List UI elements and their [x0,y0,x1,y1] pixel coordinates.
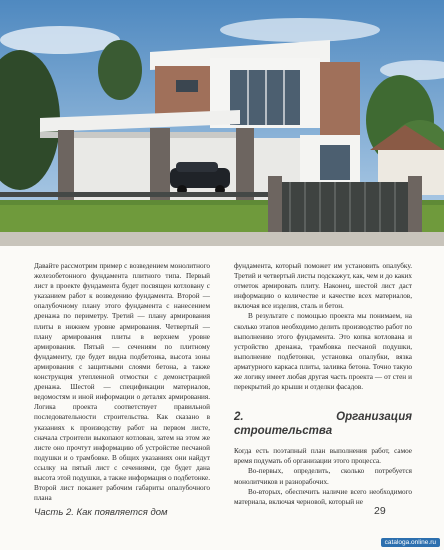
running-footer-title: Часть 2. Как появляется дом [34,507,168,518]
body-paragraph: Когда есть поэтапный план выполнения работ, самое время подумать об организации этого процесса. [234,447,412,466]
modern-house-illustration [0,0,444,246]
left-text-column [34,261,210,503]
watermark: cataloga.online.ru [381,538,440,547]
body-paragraph: В результате с помощью проекта мы понимаем, на сколько этапов необходимо делить производство работ по выполнению этого фундамента. Это копка котлована и устройство дренажа, трамбовка песчаной подушки, выполнение подбетонки, установка опалубки, вязка арматурного каркаса плиты, заливка бетона. Точно такую же логику имеет любая другая часть проекта — от стен и перекрытий до крыши и отделки фасадов. [234,312,412,392]
right-text-column [234,261,412,507]
body-paragraph: Давайте рассмотрим пример с возведением монолитного железобетонного фундамента плитного типа. Первый лист в проекте фундамента будет посвящен котловану с указанием работ к возведению фундамента. Второй — опалубочному плану этого фундамента с нанесением дренажа по периметру. Третий — плану армирования плиты в нижнем уровне армирования. Четвертый — плану армирования плиты в верхнем уровне армирования. Пятый — сечениям по плитному фундаменту, где будет видна подбетонка, высота зоны армирования с защитными слоями бетона, а также конструкция утепленной отмостки с демонстрацией дренажа. Шестой — спецификации материалов, ведомостям и иной информации о деталях армирования. Логика проекта соответствует правильной последовательности строительства. Как сказано в указаниях к производству работ на первом листе, сначала строители выкопают котлован, затем на этом же листе оно прочтут информацию об устройстве песчаной подушки и о трамбовке. В общих указаниях они найдут ссылку на пятый лист с сечениями, где будет дана высота этой подушки, а также информация о подбетонке. Второй лист покажет рабочим габариты опалубочного плана [34,262,210,503]
page-number: 29 [374,505,386,517]
house-photo [0,0,444,246]
section-heading: 2. Организация строительства [234,411,412,438]
body-paragraph: Во-первых, определить, сколько потребуется монолитчиков и разнорабочих. [234,467,412,486]
body-paragraph: Во-вторых, обеспечить наличие всего необходимого материала, включая черновой, который не [234,487,412,506]
body-paragraph: фундамента, который поможет им установить опалубку. Третий и четвертый листы подскажут, как, чем и до каких отметок армировать плиту. Наконец, шестой лист даст информацию о количестве и качестве всех материалов, включая все изделия, сталь и бетон. [234,262,412,311]
